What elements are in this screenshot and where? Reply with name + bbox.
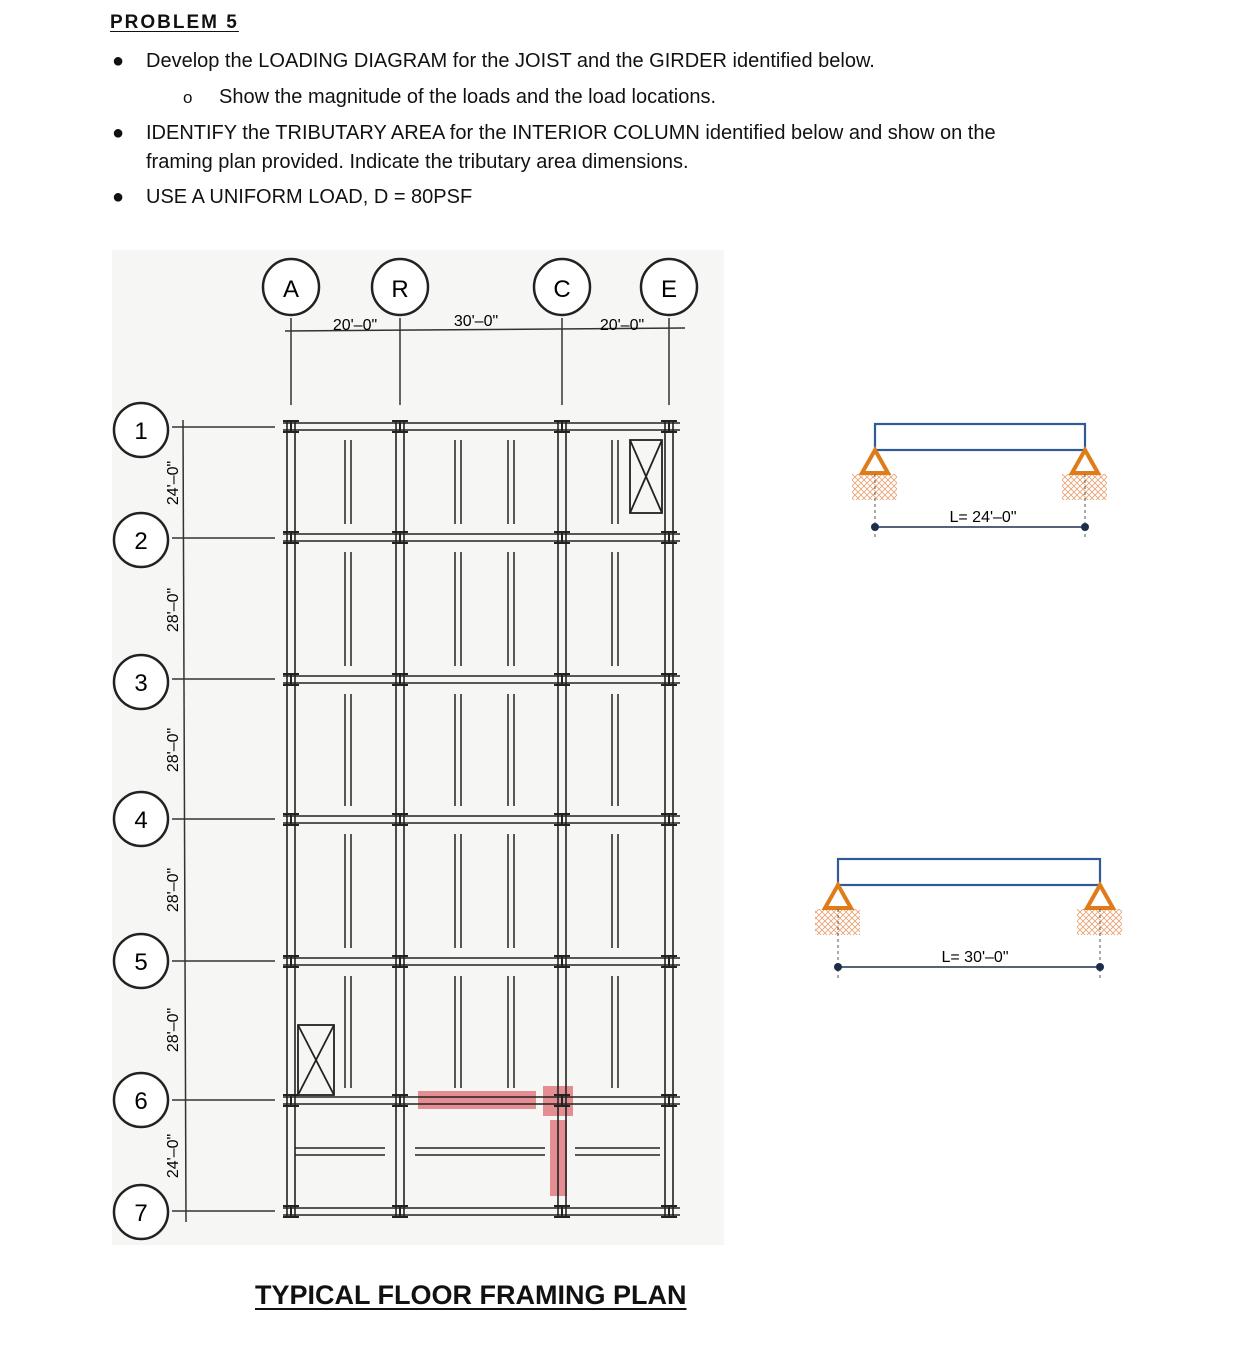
dimension-5-6: 28'–0" (165, 1007, 182, 1053)
girder-beam (838, 859, 1100, 885)
bullet-icon: ● (112, 122, 125, 144)
grid-label-r: R (391, 276, 409, 303)
joist-right-support-icon (1072, 450, 1098, 473)
dimension-4-5: 28'–0" (165, 867, 182, 913)
grid-label-6: 6 (134, 1088, 148, 1115)
joist-beam (875, 424, 1085, 450)
dimension-c-e: 20'–0" (599, 317, 645, 334)
plan-caption: TYPICAL FLOOR FRAMING PLAN (255, 1280, 687, 1310)
grid-label-c: C (553, 276, 571, 303)
joist-span-label: L= 24'–0" (949, 509, 1017, 526)
grid-label-1: 1 (134, 418, 148, 445)
grid-label-a: A (282, 276, 300, 303)
problem-title: PROBLEM 5 (110, 12, 239, 33)
girder-span-label: L= 30'–0" (941, 949, 1009, 966)
joist-left-support-icon (862, 450, 888, 473)
grid-label-7: 7 (134, 1200, 148, 1227)
dimension-6-7: 24'–0" (165, 1133, 182, 1179)
grid-label-4: 4 (134, 807, 148, 834)
grid-label-3: 3 (134, 670, 148, 697)
grid-label-e: E (660, 276, 678, 303)
dimension-3-4: 28'–0" (165, 727, 182, 773)
instruction-uniform-load: USE A UNIFORM LOAD, D = 80PSF (146, 186, 473, 208)
bullet-icon: ● (112, 186, 125, 208)
girder-loading-diagram (815, 859, 1122, 980)
dimension-1-2: 24'–0" (165, 460, 182, 506)
bullet-icon: ● (112, 50, 125, 72)
dimension-a-r: 20'–0" (332, 317, 378, 334)
dimension-r-c: 30'–0" (453, 313, 499, 330)
grid-label-2: 2 (134, 528, 148, 555)
sub-bullet-icon: o (183, 88, 193, 107)
highlighted-girder (418, 1091, 536, 1109)
instruction-magnitude: Show the magnitude of the loads and the load locations. (219, 86, 717, 108)
instruction-tributary-area: IDENTIFY the TRIBUTARY AREA for the INTERIOR COLUMN identified below and show on the (146, 122, 996, 144)
instruction-loading-diagram: Develop the LOADING DIAGRAM for the JOIST and the GIRDER identified below. (146, 50, 875, 72)
girder-left-support-icon (825, 885, 851, 908)
joist-loading-diagram (852, 424, 1107, 540)
instruction-tributary-area-cont: framing plan provided. Indicate the tributary area dimensions. (146, 151, 689, 173)
grid-label-5: 5 (134, 949, 148, 976)
dimension-2-3: 28'–0" (165, 587, 182, 633)
girder-right-support-icon (1087, 885, 1113, 908)
row-grid-bubbles (114, 403, 168, 1239)
